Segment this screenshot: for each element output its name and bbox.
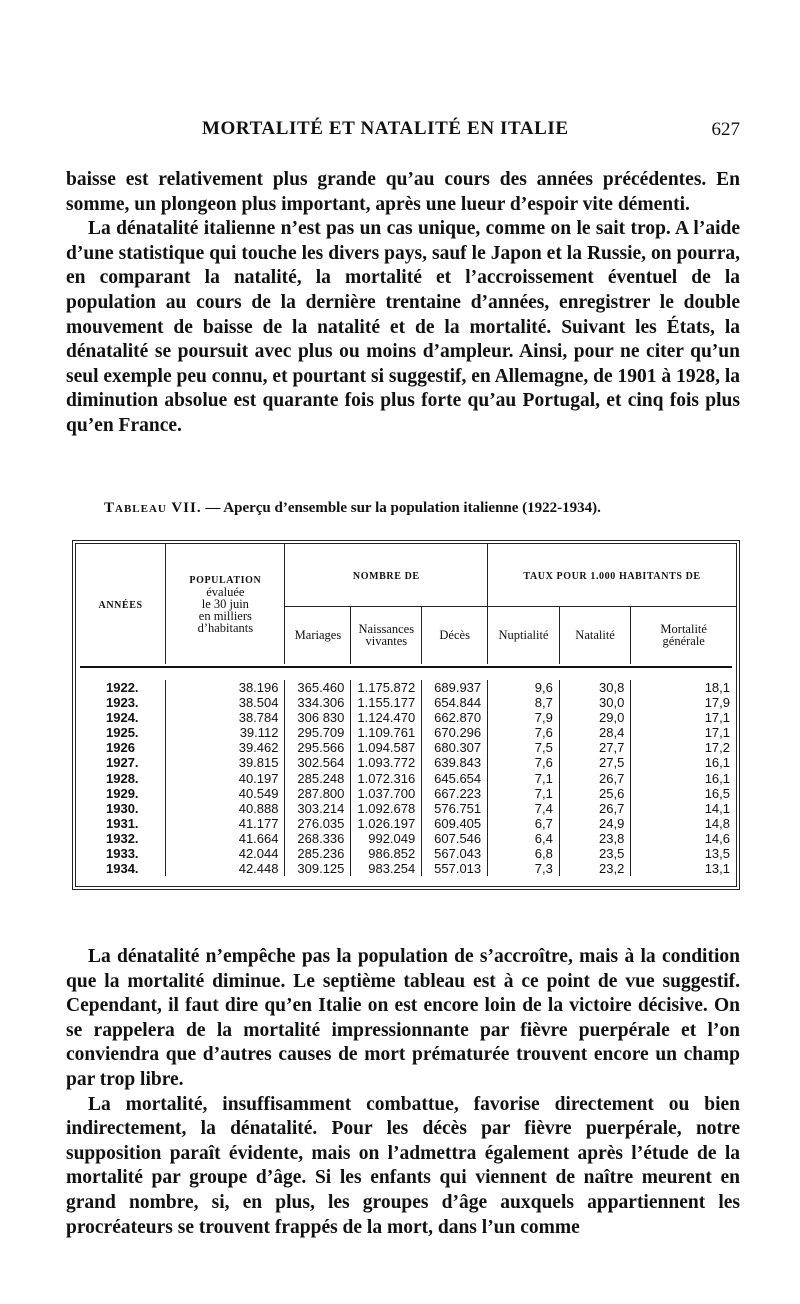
cell-naissances: 986.852 bbox=[351, 846, 422, 861]
cell-population: 40.888 bbox=[166, 801, 285, 816]
cell-year: 1933. bbox=[106, 846, 139, 862]
cell-nuptialite: 7,1 bbox=[488, 771, 560, 786]
header-population: POPULATION évaluée le 30 juin en milliers d’habitants bbox=[166, 544, 285, 664]
cell-mortalite: 13,1 bbox=[631, 861, 736, 876]
cell-mortalite: 18,1 bbox=[631, 680, 736, 695]
table-row bbox=[76, 786, 736, 801]
cell-population: 39.112 bbox=[166, 725, 285, 740]
cell-mortalite: 14,1 bbox=[631, 801, 736, 816]
cell-natalite: 24,9 bbox=[559, 816, 631, 831]
header-taux: TAUX POUR 1.000 HABITANTS DE bbox=[488, 544, 736, 606]
cell-mariages: 268.336 bbox=[285, 831, 351, 846]
cell-mortalite: 17,2 bbox=[631, 740, 736, 755]
body-text-top bbox=[66, 168, 740, 439]
cell-deces: 645.654 bbox=[422, 771, 488, 786]
cell-naissances: 1.092.678 bbox=[351, 801, 422, 816]
cell-natalite: 23,2 bbox=[559, 861, 631, 876]
cell-natalite: 27,7 bbox=[559, 740, 631, 755]
cell-mariages: 287.800 bbox=[285, 786, 351, 801]
cell-mariages: 285.248 bbox=[285, 771, 351, 786]
table-row bbox=[76, 846, 736, 861]
cell-population: 41.664 bbox=[166, 831, 285, 846]
cell-mariages: 309.125 bbox=[285, 861, 351, 876]
paragraph: La dénatalité n’empêche pas la population de s’accroître, mais à la condition que la mortalité diminue. Le septième tableau est à ce point de vue suggestif. Cependant, il faut dire qu’en Italie on est encore loin de la victoire décisive. On se rappelera de la mortalité impressionnante par fièvre puerpérale et l’on conviendra que d’autres causes de mort prématurée trouvent encore un champ par trop libre. bbox=[66, 946, 740, 1090]
header-nombre-de: NOMBRE DE bbox=[285, 544, 488, 606]
cell-deces: 607.546 bbox=[422, 831, 488, 846]
table-caption bbox=[104, 500, 601, 517]
cell-mariages: 306 830 bbox=[285, 710, 351, 725]
table-row bbox=[76, 755, 736, 770]
header-naissances: Naissances vivantes bbox=[351, 606, 422, 664]
table-row bbox=[76, 695, 736, 710]
table-row bbox=[76, 740, 736, 755]
header-deces: Décès bbox=[422, 606, 488, 664]
cell-naissances: 992.049 bbox=[351, 831, 422, 846]
cell-mariages: 334.306 bbox=[285, 695, 351, 710]
cell-year: 1923. bbox=[106, 695, 139, 711]
cell-deces: 567.043 bbox=[422, 846, 488, 861]
cell-year: 1929. bbox=[106, 785, 139, 801]
paragraph: La mortalité, insuffisamment combattue, favorise directement ou bien indirectement, la dénatalité. Pour les décès par fièvre puerpérale, notre supposition paraît évidente, mais on l’admettra également après l’étude de la mortalité par groupe d’âge. Si les enfants qui viennent de naître meurent en grand nombre, si, en plus, les groupes d’âge auxquels appartiennent les procréateurs se trouvent frappés de la mort, dans l’un comme bbox=[66, 1093, 740, 1238]
cell-mortalite: 17,9 bbox=[631, 695, 736, 710]
header-mariages: Mariages bbox=[285, 606, 351, 664]
cell-population: 40.197 bbox=[166, 771, 285, 786]
paragraph: baisse est relativement plus grande qu’au cours des années précédentes. En somme, un plongeon plus important, après une lueur d’espoir vite démenti. bbox=[66, 169, 740, 215]
cell-population: 38.504 bbox=[166, 695, 285, 710]
cell-population: 39.815 bbox=[166, 755, 285, 770]
table-row bbox=[76, 771, 736, 786]
cell-naissances: 1.093.772 bbox=[351, 755, 422, 770]
cell-mortalite: 16,1 bbox=[631, 771, 736, 786]
table-row bbox=[76, 710, 736, 725]
cell-population: 40.549 bbox=[166, 786, 285, 801]
cell-year: 1928. bbox=[106, 770, 139, 786]
cell-naissances: 1.175.872 bbox=[351, 680, 422, 695]
cell-natalite: 30,0 bbox=[559, 695, 631, 710]
paragraph: La dénatalité italienne n’est pas un cas unique, comme on le sait trop. A l’aide d’une statistique qui touche les divers pays, sauf le Japon et la Russie, on pourra, en comparant la natalité, la mortalité et l’accroissement éventuel de la population au cours de la dernière trentaine d’années, enregistrer le double mouvement de baisse de la natalité et de la mortalité. Suivant les États, la dénatalité se poursuit avec plus ou moins d’ampleur. Ainsi, pour ne citer qu’un seul exemple peu connu, et pourtant si suggestif, en Allemagne, de 1901 à 1928, la diminution absolue est quarante fois plus forte qu’au Portugal, et cinq fois plus qu’en France. bbox=[66, 218, 740, 436]
cell-population: 39.462 bbox=[166, 740, 285, 755]
cell-natalite: 25,6 bbox=[559, 786, 631, 801]
table-row bbox=[76, 801, 736, 816]
cell-naissances: 1.037.700 bbox=[351, 786, 422, 801]
cell-naissances: 1.094.587 bbox=[351, 740, 422, 755]
header-annees: ANNÉES bbox=[98, 600, 143, 611]
cell-naissances: 1.026.197 bbox=[351, 816, 422, 831]
header-mortalite: Mortalité générale bbox=[631, 606, 736, 664]
cell-mortalite: 16,1 bbox=[631, 755, 736, 770]
running-title: MORTALITÉ ET NATALITÉ EN ITALIE bbox=[202, 118, 569, 139]
cell-mariages: 365.460 bbox=[285, 680, 351, 695]
cell-natalite: 26,7 bbox=[559, 771, 631, 786]
table-row bbox=[76, 725, 736, 740]
cell-year: 1934. bbox=[106, 861, 139, 877]
cell-natalite: 23,5 bbox=[559, 846, 631, 861]
cell-year: 1930. bbox=[106, 800, 139, 816]
cell-nuptialite: 7,3 bbox=[488, 861, 560, 876]
cell-deces: 639.843 bbox=[422, 755, 488, 770]
cell-year: 1926 bbox=[106, 740, 135, 756]
cell-year: 1924. bbox=[106, 710, 139, 726]
cell-natalite: 26,7 bbox=[559, 801, 631, 816]
table-row bbox=[76, 680, 736, 695]
cell-year: 1927. bbox=[106, 755, 139, 771]
cell-mariages: 302.564 bbox=[285, 755, 351, 770]
header-natalite: Natalité bbox=[559, 606, 631, 664]
cell-nuptialite: 7,6 bbox=[488, 755, 560, 770]
statistics-table bbox=[76, 544, 736, 876]
cell-deces: 670.296 bbox=[422, 725, 488, 740]
cell-mariages: 295.566 bbox=[285, 740, 351, 755]
cell-natalite: 30,8 bbox=[559, 680, 631, 695]
cell-nuptialite: 7,1 bbox=[488, 786, 560, 801]
cell-natalite: 27,5 bbox=[559, 755, 631, 770]
page-header bbox=[66, 118, 740, 146]
cell-mortalite: 14,6 bbox=[631, 831, 736, 846]
cell-nuptialite: 7,5 bbox=[488, 740, 560, 755]
cell-population: 38.196 bbox=[166, 680, 285, 695]
cell-nuptialite: 9,6 bbox=[488, 680, 560, 695]
table-row bbox=[76, 861, 736, 876]
cell-population: 41.177 bbox=[166, 816, 285, 831]
cell-nuptialite: 8,7 bbox=[488, 695, 560, 710]
cell-mortalite: 13,5 bbox=[631, 846, 736, 861]
cell-deces: 609.405 bbox=[422, 816, 488, 831]
header-nuptialite: Nuptialité bbox=[488, 606, 560, 664]
cell-nuptialite: 6,4 bbox=[488, 831, 560, 846]
cell-year: 1922. bbox=[106, 680, 139, 695]
cell-year: 1931. bbox=[106, 815, 139, 831]
table-row bbox=[76, 816, 736, 831]
table-caption-text: — Aperçu d’ensemble sur la population italienne (1922-1934). bbox=[201, 500, 601, 516]
cell-population: 38.784 bbox=[166, 710, 285, 725]
table-caption-label: Tableau VII. bbox=[104, 500, 202, 516]
cell-year: 1925. bbox=[106, 725, 139, 741]
cell-deces: 557.013 bbox=[422, 861, 488, 876]
cell-mariages: 285.236 bbox=[285, 846, 351, 861]
cell-mortalite: 17,1 bbox=[631, 710, 736, 725]
cell-population: 42.448 bbox=[166, 861, 285, 876]
page-number: 627 bbox=[711, 119, 740, 140]
cell-naissances: 1.155.177 bbox=[351, 695, 422, 710]
cell-deces: 667.223 bbox=[422, 786, 488, 801]
cell-nuptialite: 7,9 bbox=[488, 710, 560, 725]
cell-year: 1932. bbox=[106, 830, 139, 846]
cell-mortalite: 14,8 bbox=[631, 816, 736, 831]
statistics-table-frame bbox=[72, 540, 740, 890]
cell-naissances: 983.254 bbox=[351, 861, 422, 876]
cell-deces: 654.844 bbox=[422, 695, 488, 710]
cell-natalite: 23,8 bbox=[559, 831, 631, 846]
cell-nuptialite: 7,6 bbox=[488, 725, 560, 740]
cell-nuptialite: 6,7 bbox=[488, 816, 560, 831]
cell-nuptialite: 7,4 bbox=[488, 801, 560, 816]
cell-nuptialite: 6,8 bbox=[488, 846, 560, 861]
cell-deces: 662.870 bbox=[422, 710, 488, 725]
cell-mariages: 295.709 bbox=[285, 725, 351, 740]
cell-naissances: 1.072.316 bbox=[351, 771, 422, 786]
cell-population: 42.044 bbox=[166, 846, 285, 861]
cell-deces: 576.751 bbox=[422, 801, 488, 816]
cell-mortalite: 17,1 bbox=[631, 725, 736, 740]
cell-mariages: 303.214 bbox=[285, 801, 351, 816]
table-row bbox=[76, 831, 736, 846]
cell-deces: 689.937 bbox=[422, 680, 488, 695]
cell-naissances: 1.124.470 bbox=[351, 710, 422, 725]
body-text-bottom bbox=[66, 945, 740, 1240]
table-body bbox=[76, 680, 736, 876]
cell-mortalite: 16,5 bbox=[631, 786, 736, 801]
cell-naissances: 1.109.761 bbox=[351, 725, 422, 740]
cell-deces: 680.307 bbox=[422, 740, 488, 755]
cell-natalite: 28,4 bbox=[559, 725, 631, 740]
cell-natalite: 29,0 bbox=[559, 710, 631, 725]
cell-mariages: 276.035 bbox=[285, 816, 351, 831]
